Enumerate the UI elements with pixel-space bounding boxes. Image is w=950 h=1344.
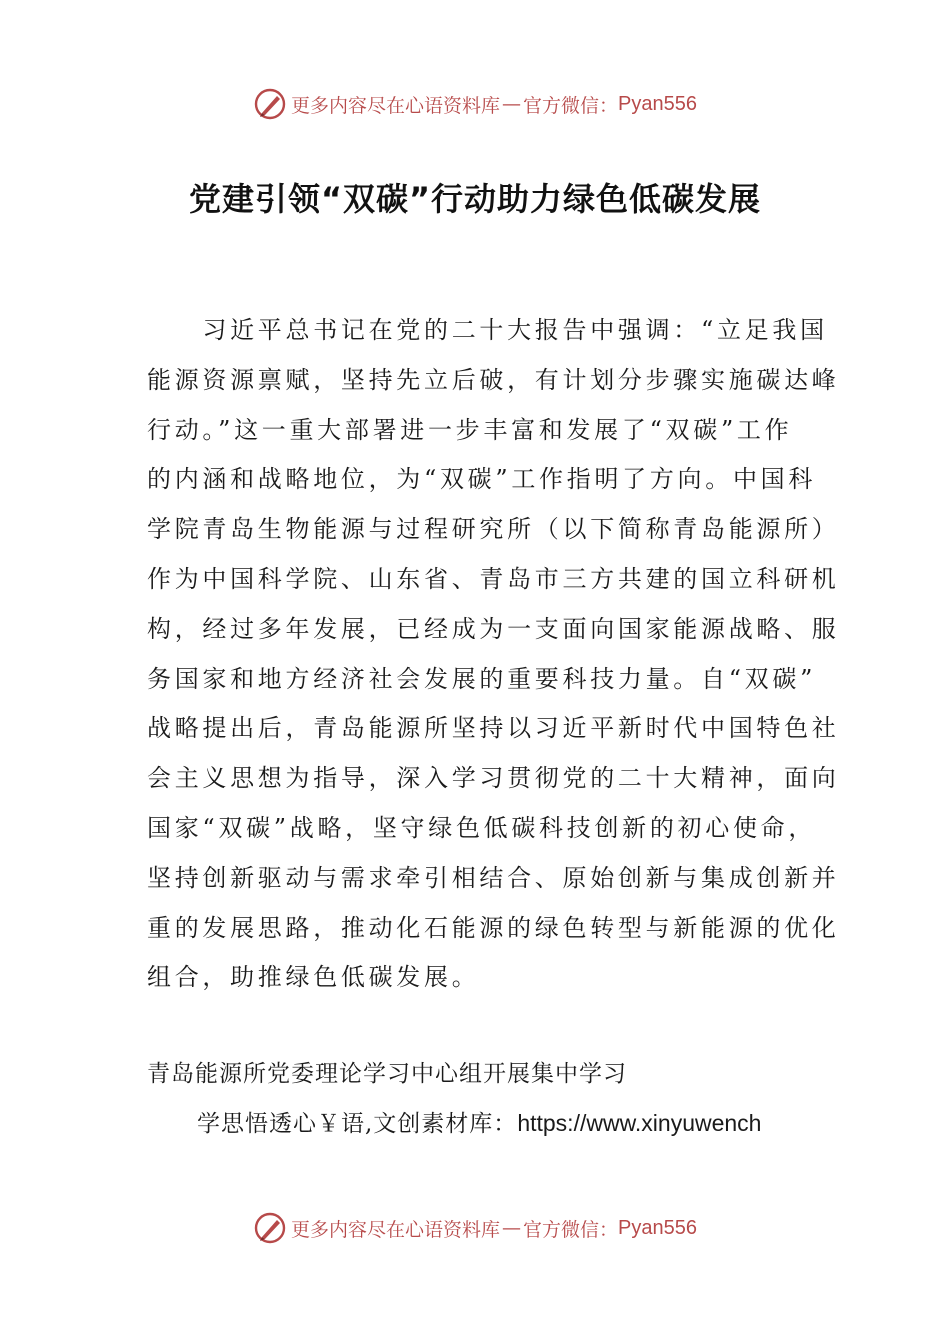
paragraph-line: 作为中国科学院、山东省、青岛市三方共建的国立科研机 bbox=[147, 564, 840, 593]
paragraph-line: 的内涵和战略地位，为“双碳”工作指明了方向。中国科 bbox=[147, 465, 817, 494]
paragraph-line: 习近平总书记在党的二十大报告中强调：“立足我国 bbox=[147, 316, 828, 344]
image-caption: 青岛能源所党委理论学习中心组开展集中学习 bbox=[147, 1061, 627, 1087]
paragraph-line: 重的发展思路，推动化石能源的绿色转型与新能源的优化 bbox=[147, 913, 840, 942]
banner-separator: — bbox=[502, 1217, 522, 1239]
banner-wechat-label: 官方微信： bbox=[523, 94, 619, 117]
document-title: 党建引领“双碳”行动助力绿色低碳发展 bbox=[188, 180, 762, 218]
paragraph-line: 构，经过多年发展，已经成为一支面向国家能源战略、服 bbox=[147, 614, 840, 643]
source-line bbox=[197, 1105, 761, 1138]
paragraph-line: 学院青岛生物能源与过程研究所（以下简称青岛能源所） bbox=[147, 515, 840, 544]
paragraph-line: 国家“双碳”战略，坚守绿色低碳科技创新的初心使命， bbox=[147, 813, 817, 842]
banner-text: 更多内容尽在心语资料库 bbox=[291, 1218, 501, 1241]
banner-text: 更多内容尽在心语资料库 bbox=[291, 94, 501, 117]
paragraph-line: 能源资源禀赋，坚持先立后破，有计划分步骤实施碳达峰 bbox=[147, 365, 840, 394]
source-url-link[interactable]: https://www.xinyuwench bbox=[517, 1110, 762, 1136]
banner-wechat-id: Pyan556 bbox=[618, 1216, 697, 1239]
banner-wechat-id: Pyan556 bbox=[618, 92, 697, 115]
pen-logo-icon bbox=[253, 87, 287, 121]
header-banner bbox=[0, 84, 950, 124]
paragraph-line: 组合，助推绿色低碳发展。 bbox=[147, 963, 480, 992]
body-paragraph bbox=[147, 306, 840, 1003]
pen-logo-icon bbox=[253, 1211, 287, 1245]
paragraph-line: 务国家和地方经济社会发展的重要科技力量。自“双碳” bbox=[147, 664, 817, 693]
paragraph-line: 战略提出后，青岛能源所坚持以习近平新时代中国特色社 bbox=[147, 714, 840, 743]
banner-wechat-label: 官方微信： bbox=[523, 1218, 619, 1241]
paragraph-line: 会主义思想为指导，深入学习贯彻党的二十大精神，面向 bbox=[147, 764, 840, 793]
source-prefix: 学思悟透心￥语,文创素材库： bbox=[197, 1111, 518, 1137]
banner-separator: — bbox=[502, 93, 522, 115]
paragraph-line: 坚持创新驱动与需求牵引相结合、原始创新与集成创新并 bbox=[147, 863, 840, 892]
footer-banner bbox=[0, 1208, 950, 1248]
paragraph-line: 行动。”这一重大部署进一步丰富和发展了“双碳”工作 bbox=[147, 415, 793, 444]
